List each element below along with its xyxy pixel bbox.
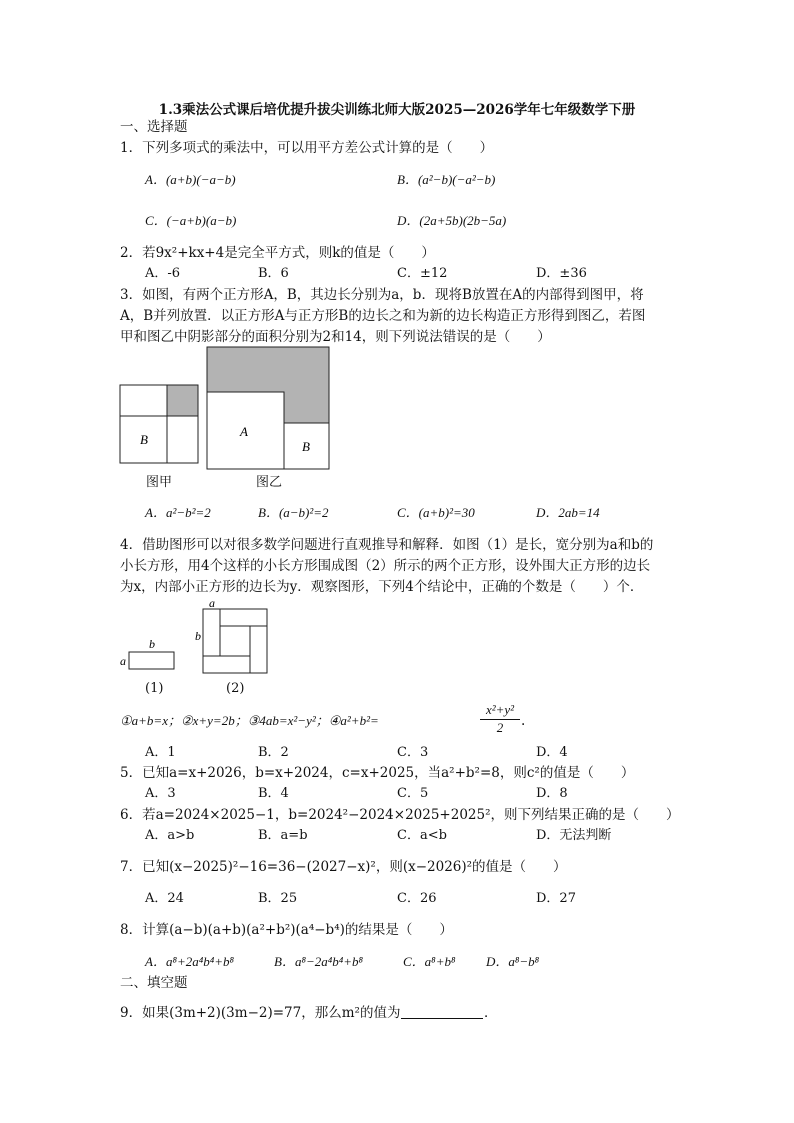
question-3-option-a: A．a²−b²=2 [145, 505, 211, 520]
question-5-option-a: A．3 [145, 786, 176, 801]
question-6-option-a: A．a>b [145, 828, 195, 843]
question-4-option-a: A．1 [145, 745, 176, 760]
figure-jia-caption: 图甲 [146, 475, 173, 490]
figure-2-caption: (2) [226, 681, 245, 696]
question-7-option-b: B．25 [258, 891, 298, 906]
question-1-option-d: D．(2a+5b)(2b−5a) [397, 213, 507, 228]
question-4-line-3: 为x，内部小正方形的边长为y．观察图形，下列4个结论中，正确的个数是（ ）个． [120, 579, 644, 595]
question-5-option-c: C．5 [397, 786, 429, 801]
question-6-option-b: B．a=b [258, 828, 308, 843]
question-4-conclusions: ①a+b=x；②x+y=2b；③4ab=x²−y²；④a²+b²= [120, 713, 379, 728]
figure-1-label-b: b [149, 637, 155, 651]
page-title: 1.3乘法公式课后培优提升拔尖训练北师大版2025—2026学年七年级数学下册 [158, 102, 636, 118]
question-4-line-1: 4．借助图形可以对很多数学问题进行直观推导和解释．如图（1）是长，宽分别为a和b的 [120, 537, 654, 553]
figure-1-rectangle [120, 637, 174, 669]
question-5-stem: 5．已知a=x+2026，b=x+2024，c=x+2025，当a²+b²=8，则c²的值是（ ） [120, 765, 635, 781]
question-6-stem: 6．若a=2024×2025−1，b=2024²−2024×2025+2025²，则下列结果正确的是（ ） [120, 807, 680, 823]
figure-2-label-b: b [195, 629, 201, 643]
question-8-option-b: B．a⁸−2a⁴b⁴+b⁸ [274, 954, 364, 969]
question-8-option-c: C．a⁸+b⁸ [403, 954, 456, 969]
question-7-option-d: D．27 [536, 891, 576, 906]
question-1-stem: 1．下列多项式的乘法中，可以用平方差公式计算的是（ ） [120, 140, 494, 156]
question-3-line-2: A，B并列放置．以正方形A与正方形B的边长之和为新的边长构造正方形得到图乙，若图 [120, 308, 646, 324]
question-3-option-d: D．2ab=14 [536, 505, 600, 520]
figure-yi-caption: 图乙 [256, 475, 283, 490]
question-3-option-b: B．(a−b)²=2 [258, 505, 329, 520]
section-heading-choice: 一、选择题 [120, 119, 188, 135]
question-6-option-c: C．a<b [397, 828, 447, 843]
question-7-stem: 7．已知(x−2025)²−16=36−(2027−x)²，则(x−2026)²的值是（ ） [120, 859, 567, 875]
question-7-option-a: A．24 [145, 891, 184, 906]
question-2-option-d: D．±36 [536, 266, 587, 281]
question-4-figures [115, 596, 275, 700]
fraction-numerator: x²+y² [480, 702, 520, 720]
question-2-stem: 2．若9x²+kx+4是完全平方式，则k的值是（ ） [120, 245, 435, 261]
question-4-fraction [480, 702, 520, 736]
question-3-line-3: 甲和图乙中阴影部分的面积分别为2和14，则下列说法错误的是（ ） [120, 329, 551, 345]
figure-yi-label-b: B [302, 439, 310, 454]
question-4-line-2: 小长方形，用4个这样的小长方形围成图（2）所示的两个正方形，设外围大正方形的边长 [120, 558, 651, 574]
question-1-option-b: B．(a²−b)(−a²−b) [397, 172, 496, 187]
question-1-option-c: C．(−a+b)(a−b) [145, 213, 237, 228]
question-8-option-a: A．a⁸+2a⁴b⁴+b⁸ [145, 954, 235, 969]
question-3-figures [115, 340, 345, 490]
figure-1-caption: (1) [145, 681, 164, 696]
question-3-line-1: 3．如图，有两个正方形A，B，其边长分别为a，b．现将B放置在A的内部得到图甲，将 [120, 287, 644, 303]
question-1-option-a: A．(a+b)(−a−b) [145, 172, 236, 187]
figure-2-label-a: a [209, 596, 215, 610]
question-9-answer-blank[interactable] [401, 1018, 483, 1019]
question-8-stem: 8．计算(a−b)(a+b)(a²+b²)(a⁴−b⁴)的结果是（ ） [120, 922, 453, 938]
fraction-denominator: 2 [496, 720, 504, 735]
question-8-option-d: D．a⁸−b⁸ [486, 954, 540, 969]
figure-yi-label-a: A [240, 424, 248, 439]
question-2-option-c: C．±12 [397, 266, 448, 281]
figure-1-label-a: a [120, 654, 126, 668]
figure-2-squares [195, 596, 267, 673]
question-3-option-c: C．(a+b)²=30 [397, 505, 475, 520]
question-5-option-b: B．4 [258, 786, 289, 801]
question-9-tail: ． [484, 1005, 498, 1021]
question-4-option-d: D．4 [536, 745, 568, 760]
figure-jia-label-b: B [140, 432, 148, 447]
question-4-option-b: B．2 [258, 745, 289, 760]
question-6-option-d: D．无法判断 [536, 828, 612, 843]
question-2-option-b: B．6 [258, 266, 289, 281]
figure-jia [120, 385, 198, 463]
question-2-option-a: A．-6 [145, 266, 181, 281]
figure-yi [207, 347, 329, 469]
section-heading-fill: 二、填空题 [120, 975, 188, 991]
question-4-option-c: C．3 [397, 745, 429, 760]
question-5-option-d: D．8 [536, 786, 568, 801]
question-7-option-c: C．26 [397, 891, 437, 906]
question-4-period: . [521, 713, 526, 729]
question-9-stem: 9．如果(3m+2)(3m−2)=77，那么m²的值为 [120, 1005, 401, 1021]
